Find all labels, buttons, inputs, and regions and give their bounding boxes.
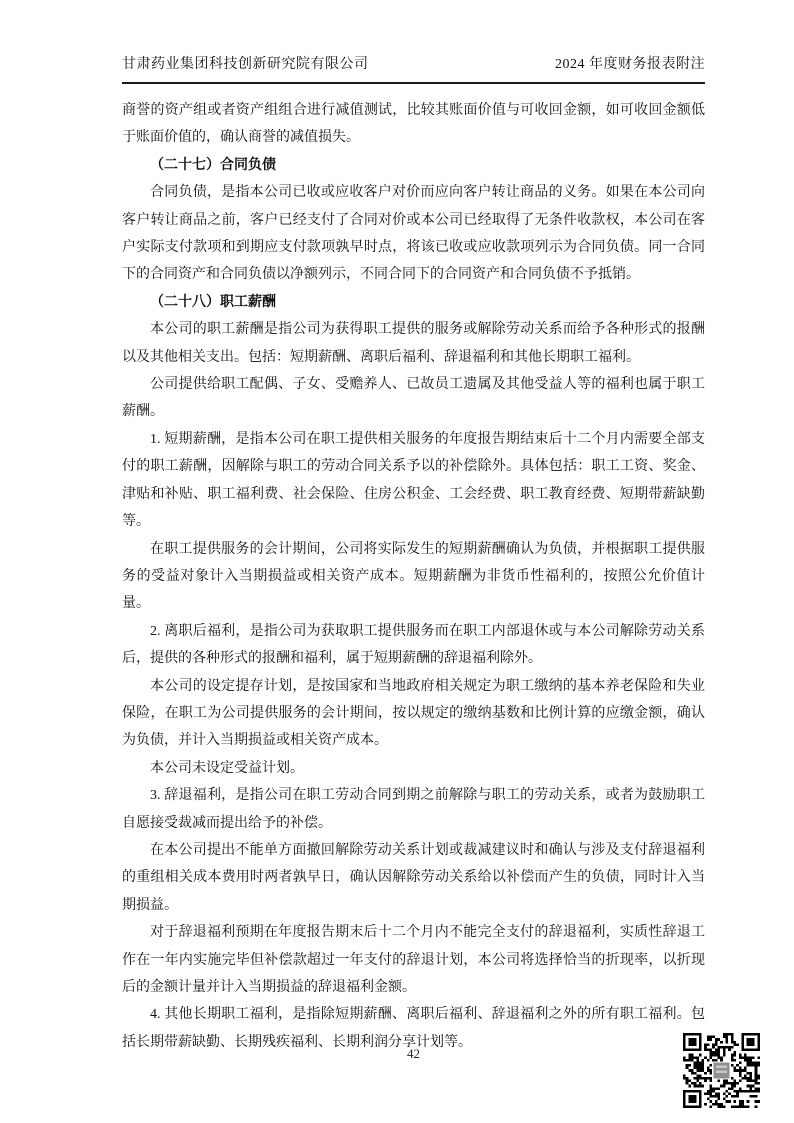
paragraph: 本公司的设定提存计划，是按国家和当地政府相关规定为职工缴纳的基本养老保险和失业保险，在职工为公司提供服务的会计期间，按以规定的缴纳基数和比例计算的应缴金额，确认为负债，并计入当期损益或相关资产成本。 [122, 678, 705, 749]
paragraph: 2. 离职后福利，是指公司为获取职工提供服务而在职工内部退休或与本公司解除劳动关系后，提供的各种形式的报酬和福利，属于短期薪酬的辞退福利除外。 [122, 623, 705, 667]
paragraph: 本公司未设定受益计划。 [150, 760, 304, 776]
paragraph: 3. 辞退福利，是指公司在职工劳动合同到期之前解除与职工的劳动关系，或者为鼓励职工自愿接受裁减而提出给予的补偿。 [122, 788, 705, 831]
paragraph: 对于辞退福利预期在年度报告期末后十二个月内不能完全支付的辞退福利，实质性辞退工作在一年内实施完毕但补偿款超过一年支付的辞退计划，本公司将选择恰当的折现率，以折现后的金额计量并计入当期损益的辞退福利金额。 [122, 925, 705, 995]
section-heading: （二十八）职工薪酬 [150, 294, 276, 310]
qr-code [683, 1033, 760, 1108]
paragraph: 合同负债，是指本公司已收或应收客户对价而应向客户转让商品的义务。如果在本公司向客户转让商品之前，客户已经支付了合同对价或本公司已经取得了无条件收款权，本公司在客户实际支付款项和到期应支付款项孰早时点，将该已收或应收款项列示为合同负债。同一合同下的合同资产和合同负债以净额列示，不同合同下的合同资产和合同负债不予抵销。 [122, 185, 705, 283]
paragraph: 商誉的资产组或者资产组组合进行减值测试，比较其账面价值与可收回金额，如可收回金额低于账面价值的，确认商誉的减值损失。 [122, 103, 705, 146]
paragraph: 在本公司提出不能单方面撤回解除劳动关系计划或裁减建议时和确认与涉及支付辞退福利的重组相关成本费用时两者孰早日，确认因解除劳动关系给以补偿而产生的负债，同时计入当期损益。 [122, 842, 705, 913]
paragraph: 在职工提供服务的会计期间，公司将实际发生的短期薪酬确认为负债，并根据职工提供服务的受益对象计入当期损益或相关资产成本。短期薪酬为非货币性福利的，按照公允价值计量。 [122, 541, 705, 612]
paragraph: 1. 短期薪酬，是指本公司在职工提供相关服务的年度报告期结束后十二个月内需要全部支付的职工薪酬，因解除与职工的劳动合同关系予以的补偿除外。具体包括：职工工资、奖金、津贴和补贴、职工福利费、社会保险、住房公积金、工会经费、职工教育经费、短期带薪缺勤等。 [122, 431, 705, 530]
header-company-name: 甘肃药业集团科技创新研究院有限公司 [122, 57, 369, 72]
paragraph: 本公司的职工薪酬是指公司为获得职工提供的服务或解除劳动关系而给予各种形式的报酬以及其他相关支出。包括：短期薪酬、离职后福利、辞退福利和其他长期职工福利。 [122, 322, 705, 365]
page-header [122, 0, 705, 84]
paragraph: 公司提供给职工配偶、子女、受赡养人、已故员工遗属及其他受益人等的福利也属于职工薪酬。 [122, 377, 705, 420]
page-number: 42 [407, 1046, 420, 1061]
paragraph: 4. 其他长期职工福利，是指除短期薪酬、离职后福利、辞退福利之外的所有职工福利。包括长期带薪缺勤、长期残疾福利、长期利润分享计划等。 [122, 1007, 705, 1050]
document-body [122, 97, 705, 1056]
header-doc-title: 2024 年度财务报表附注 [555, 57, 705, 72]
section-heading: （二十七）合同负债 [150, 157, 276, 173]
